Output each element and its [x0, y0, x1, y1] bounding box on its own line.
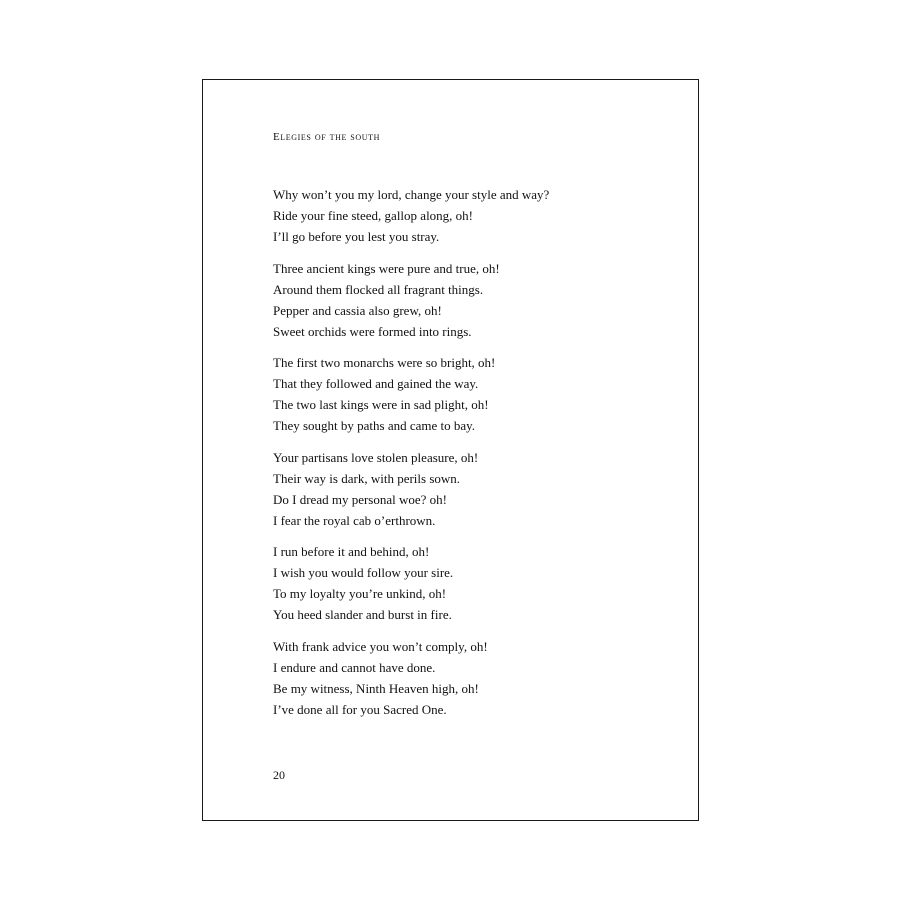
- poem-line: Your partisans love stolen pleasure, oh!: [273, 449, 479, 465]
- poem-body: [273, 184, 673, 730]
- poem-line: Ride your fine steed, gallop along, oh!: [273, 208, 474, 223]
- poem-line: That they followed and gained the way.: [273, 376, 479, 391]
- stanza: [273, 184, 673, 247]
- stanza: [273, 352, 673, 436]
- poem-line: Their way is dark, with perils sown.: [273, 470, 461, 486]
- poem-line: You heed slander and burst in fire.: [273, 607, 452, 622]
- poem-line: I run before it and behind, oh!: [273, 544, 430, 559]
- page-number: 20: [273, 768, 285, 782]
- poem-line: I’ve done all for you Sacred One.: [273, 701, 447, 717]
- poem-line: They sought by paths and came to bay.: [273, 418, 476, 433]
- stanza: [273, 258, 673, 342]
- book-page: [202, 79, 699, 821]
- poem-line: Be my witness, Ninth Heaven high, oh!: [273, 680, 479, 696]
- poem-line: I wish you would follow your sire.: [273, 565, 454, 580]
- poem-line: I’ll go before you lest you stray.: [273, 229, 440, 244]
- stanza: [273, 636, 673, 720]
- poem-line: With frank advice you won’t comply, oh!: [273, 638, 488, 654]
- poem-line: The two last kings were in sad plight, oh!: [273, 397, 489, 412]
- poem-line: To my loyalty you’re unkind, oh!: [273, 586, 447, 601]
- stanza: [273, 541, 673, 625]
- running-head-title: Elegies of the south: [273, 131, 380, 143]
- poem-line: The first two monarchs were so bright, oh!: [273, 355, 496, 370]
- poem-line: Do I dread my personal woe? oh!: [273, 491, 447, 507]
- stanza: [273, 447, 673, 531]
- poem-line: Around them flocked all fragrant things.: [273, 281, 484, 297]
- poem-line: I fear the royal cab o’erthrown.: [273, 512, 436, 528]
- poem-line: Sweet orchids were formed into rings.: [273, 323, 472, 339]
- poem-line: I endure and cannot have done.: [273, 659, 436, 675]
- poem-line: Why won’t you my lord, change your style and way?: [273, 187, 550, 202]
- poem-line: Pepper and cassia also grew, oh!: [273, 302, 442, 318]
- poem-line: Three ancient kings were pure and true, oh!: [273, 260, 500, 276]
